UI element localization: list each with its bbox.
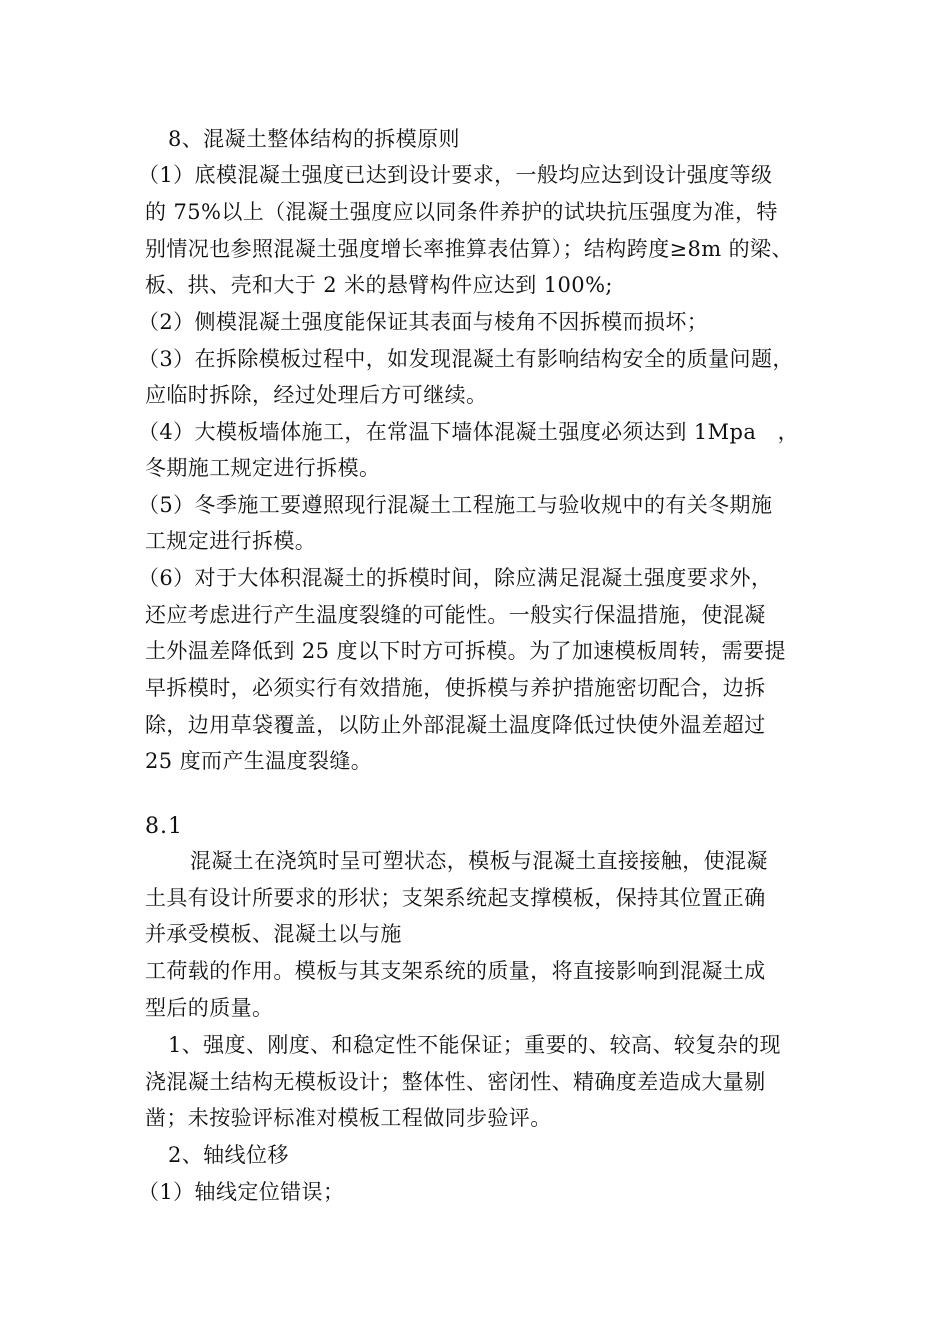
paragraph-line: 型后的质量。	[145, 996, 274, 1020]
paragraph-line: 别情况也参照混凝土强度增长率推算表估算）；结构跨度≥8m 的梁、	[145, 237, 793, 261]
paragraph-line: 土外温差降低到 25 度以下时方可拆模。为了加速模板周转，需要提	[145, 639, 786, 663]
paragraph-line: 工荷载的作用。模板与其支架系统的质量，将直接影响到混凝土成	[145, 959, 766, 983]
paragraph-line: （4）大模板墙体施工，在常温下墙体混凝土强度必须达到 1Mpa ，	[138, 420, 800, 444]
paragraph-line: 25 度而产生温度裂缝。	[145, 749, 373, 773]
paragraph-line: 除，边用草袋覆盖，以防止外部混凝土温度降低过快使外温差超过	[145, 713, 766, 737]
paragraph-line: 的 75%以上（混凝土强度应以同条件养护的试块抗压强度为准，特	[145, 200, 778, 224]
paragraph-line: （3）在拆除模板过程中，如发现混凝土有影响结构安全的质量问题，	[138, 347, 794, 371]
section-title: 8、混凝土整体结构的拆模原则	[168, 127, 460, 151]
paragraph-line: 凿；未按验评标准对模板工程做同步验评。	[145, 1106, 552, 1130]
paragraph-line: （1）轴线定位错误；	[138, 1180, 345, 1204]
paragraph-line: 土具有设计所要求的形状；支架系统起支撑模板，保持其位置正确	[145, 886, 766, 910]
paragraph-line: （2）侧模混凝土强度能保证其表面与棱角不因拆模而损坏；	[138, 310, 709, 334]
paragraph-line: 应临时拆除，经过处理后方可继续。	[145, 383, 488, 407]
section-heading: 8.1	[145, 814, 183, 839]
paragraph-line: （1）底模混凝土强度已达到设计要求，一般均应达到设计强度等级	[138, 163, 773, 187]
paragraph-line: 1、强度、刚度、和稳定性不能保证；重要的、较高、较复杂的现	[168, 1033, 781, 1057]
paragraph-line: 板、拱、壳和大于 2 米的悬臂构件应达到 100%;	[145, 273, 613, 297]
paragraph-line: 早拆模时，必须实行有效措施，使拆模与养护措施密切配合，边拆	[145, 676, 766, 700]
paragraph-line: 2、轴线位移	[168, 1143, 289, 1167]
paragraph-line: 浇混凝土结构无模板设计；整体性、密闭性、精确度差造成大量剔	[145, 1070, 766, 1094]
paragraph-line: 还应考虑进行产生温度裂缝的可能性。一般实行保温措施，使混凝	[145, 603, 766, 627]
paragraph-line: 冬期施工规定进行拆模。	[145, 456, 381, 480]
paragraph-line: （6）对于大体积混凝土的拆模时间，除应满足混凝土强度要求外，	[138, 566, 773, 590]
paragraph-line: 并承受模板、混凝土以与施	[145, 922, 402, 946]
paragraph-line: 工规定进行拆模。	[145, 529, 317, 553]
paragraph-line: 混凝土在浇筑时呈可塑状态，模板与混凝土直接接触，使混凝	[190, 849, 768, 873]
paragraph-line: （5）冬季施工要遵照现行混凝土工程施工与验收规中的有关冬期施	[138, 493, 773, 517]
